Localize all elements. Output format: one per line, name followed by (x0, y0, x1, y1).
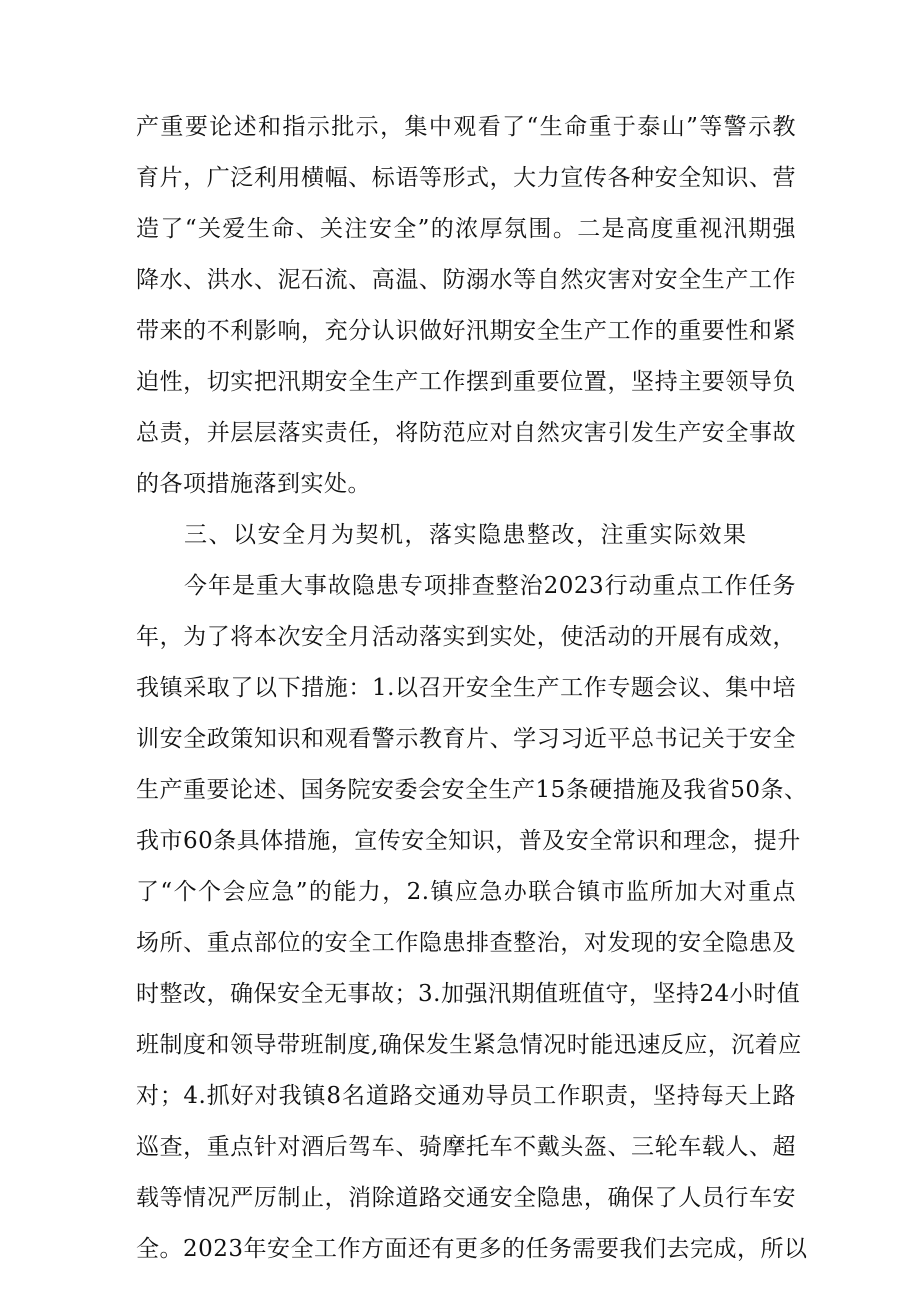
paragraph2-line-3: 我镇采取了以下措施：1.以召开安全生产工作专题会议、集中培 (136, 675, 796, 701)
paragraph1-line-4: 降水、洪水、泥石流、高温、防溺水等自然灾害对安全生产工作 (136, 267, 796, 293)
paragraph1-line-5: 带来的不利影响，充分认识做好汛期安全生产工作的重要性和紧 (136, 318, 796, 344)
paragraph2-line-8: 场所、重点部位的安全工作隐患排查整治，对发现的安全隐患及 (136, 930, 796, 956)
paragraph1-line-8: 的各项措施落到实处。 (136, 471, 371, 497)
paragraph2-line-13: 载等情况严厉制止，消除道路交通安全隐患，确保了人员行车安 (136, 1185, 796, 1211)
paragraph1-line-2: 育片，广泛利用横幅、标语等形式，大力宣传各种安全知识、营 (136, 165, 796, 191)
paragraph2-line-14: 全。2023年安全工作方面还有更多的任务需要我们去完成，所以 (136, 1236, 808, 1262)
paragraph1-line-1: 产重要论述和指示批示，集中观看了“生命重于泰山”等警示教 (136, 114, 796, 140)
paragraph1-line-7: 总责，并层层落实责任，将防范应对自然灾害引发生产安全事故 (136, 420, 796, 446)
paragraph2-line-1: 今年是重大事故隐患专项排查整治2023行动重点工作任务 (184, 573, 796, 599)
paragraph2-line-12: 巡查，重点针对酒后驾车、骑摩托车不戴头盔、三轮车载人、超 (136, 1134, 796, 1160)
paragraph2-line-11: 对；4.抓好对我镇8名道路交通劝导员工作职责，坚持每天上路 (136, 1083, 796, 1109)
paragraph1-line-3: 造了“关爱生命、关注安全”的浓厚氛围。二是高度重视汛期强 (136, 216, 796, 242)
paragraph2-line-2: 年，为了将本次安全月活动落实到实处，使活动的开展有成效， (136, 624, 796, 650)
paragraph2-line-5: 生产重要论述、国务院安委会安全生产15条硬措施及我省50条、 (136, 777, 808, 803)
paragraph2-line-6: 我市60条具体措施，宣传安全知识，普及安全常识和理念，提升 (136, 828, 801, 854)
paragraph2-line-4: 训安全政策知识和观看警示教育片、学习习近平总书记关于安全 (136, 726, 796, 752)
paragraph2-line-9: 时整改，确保安全无事故；3.加强汛期值班值守，坚持24小时值 (136, 981, 801, 1007)
paragraph1-line-6: 迫性，切实把汛期安全生产工作摆到重要位置，坚持主要领导负 (136, 369, 796, 395)
section-heading: 三、以安全月为契机，落实隐患整改，注重实际效果 (184, 522, 748, 548)
paragraph2-line-10: 班制度和领导带班制度,确保发生紧急情况时能迅速反应，沉着应 (136, 1032, 802, 1058)
paragraph2-line-7: 了“个个会应急”的能力，2.镇应急办联合镇市监所加大对重点 (136, 879, 796, 905)
